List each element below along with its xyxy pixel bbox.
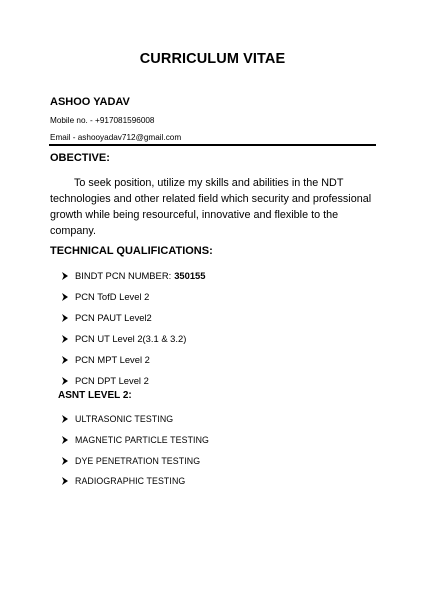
arrow-right-icon <box>62 457 68 465</box>
arrow-right-icon <box>62 377 68 385</box>
asnt-testing-list <box>62 409 209 492</box>
arrow-right-icon <box>62 314 68 322</box>
arrow-right-icon <box>62 356 68 364</box>
candidate-name: ASHOO YADAV <box>50 96 130 108</box>
pcn-number-label: BINDT PCN NUMBER: <box>75 270 172 281</box>
list-item <box>62 430 209 451</box>
pcn-number-value: 350155 <box>174 270 206 281</box>
list-item <box>62 450 209 471</box>
list-item <box>62 265 206 286</box>
technical-qualifications-heading: TECHNICAL QUALIFICATIONS: <box>50 245 213 257</box>
arrow-right-icon <box>62 436 68 444</box>
asnt-level-heading: ASNT LEVEL 2: <box>58 390 132 401</box>
list-item <box>62 349 206 370</box>
list-item-label: RADIOGRAPHIC TESTING <box>75 476 186 487</box>
list-item <box>62 471 209 492</box>
objective-heading: OBECTIVE: <box>50 152 110 164</box>
arrow-right-icon <box>62 477 68 485</box>
list-item <box>62 328 206 349</box>
list-item <box>62 286 206 307</box>
document-title: CURRICULUM VITAE <box>139 51 286 67</box>
header-divider <box>49 144 376 146</box>
list-item-label: PCN MPT Level 2 <box>75 354 150 365</box>
arrow-right-icon <box>62 335 68 343</box>
technical-qualifications-list <box>62 265 206 391</box>
list-item-label: PCN TofD Level 2 <box>75 291 150 302</box>
list-item-label: PCN DPT Level 2 <box>75 375 149 386</box>
list-item-label: DYE PENETRATION TESTING <box>75 455 201 466</box>
arrow-right-icon <box>62 415 68 423</box>
email-address: Email - ashooyadav712@gmail.com <box>50 133 182 142</box>
list-item-label: PCN UT Level 2(3.1 & 3.2) <box>75 333 187 344</box>
mobile-number: Mobile no. - +917081596008 <box>50 116 155 125</box>
list-item <box>62 409 209 430</box>
list-item <box>62 370 206 391</box>
list-item-label: MAGNETIC PARTICLE TESTING <box>75 435 209 446</box>
list-item-label: PCN PAUT Level2 <box>75 312 152 323</box>
list-item <box>62 307 206 328</box>
list-item-label: ULTRASONIC TESTING <box>75 414 174 425</box>
arrow-right-icon <box>62 272 68 280</box>
objective-text: To seek position, utilize my skills and abilities in the NDT technologies and other related field which security and professional growth while being resourceful, innovative and flexible to the company. <box>50 177 372 237</box>
arrow-right-icon <box>62 293 68 301</box>
